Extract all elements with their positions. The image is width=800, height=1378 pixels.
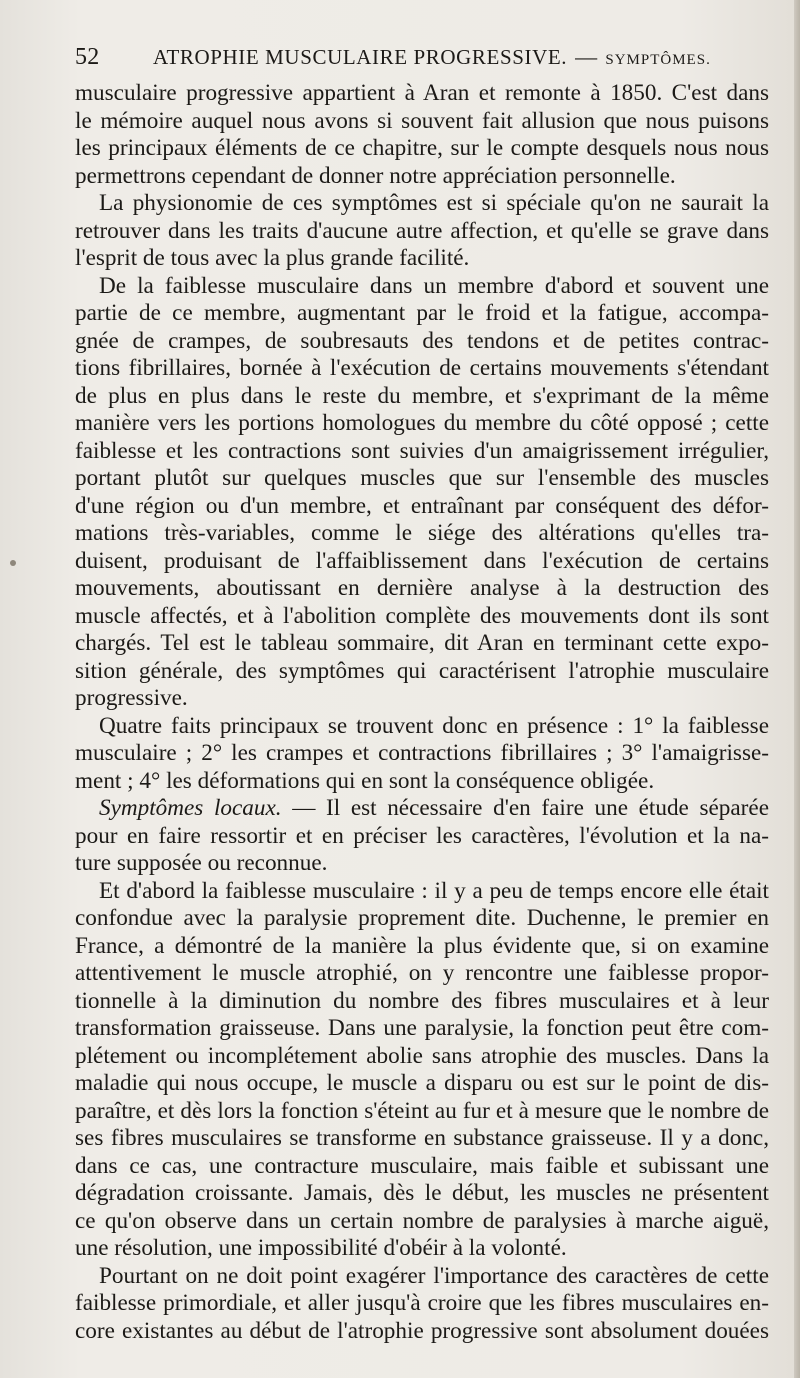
text-line: dégradation croissante. Jamais, dès le début, les muscles ne présentent: [75, 1180, 769, 1206]
text-line: La physionomie de ces symptômes est si spéciale qu'on ne saurait la: [99, 190, 769, 216]
text-line: permettrons cependant de donner notre appréciation personnelle.: [75, 162, 676, 189]
text-line: musculaire progressive appartient à Aran et remonte à 1850. C'est dans: [75, 80, 769, 106]
text-line: mations très-variables, comme le siége des altérations qu'elles tra-: [75, 520, 769, 546]
text-line: attentivement le muscle atrophié, on y rencontre une faiblesse propor-: [75, 960, 769, 986]
text-line: musculaire ; 2° les crampes et contractions fibrillaires ; 3° l'amaigrisse-: [75, 740, 769, 766]
margin-mark: [10, 560, 16, 566]
body-text: [75, 80, 769, 1345]
text-line: retrouver dans les traits d'aucune autre affection, et qu'elle se grave dans: [75, 217, 769, 244]
text-line: ce qu'on observe dans un certain nombre de paralysies à marche aiguë,: [75, 1207, 769, 1234]
running-head: [75, 40, 775, 74]
text-line: dans ce cas, une contracture musculaire, mais faible et subissant une: [75, 1152, 769, 1179]
text-line: ture supposée ou reconnue.: [75, 850, 328, 876]
text-line: Et d'abord la faiblesse musculaire : il y a peu de temps encore elle était: [99, 877, 769, 904]
text-line: les principaux éléments de ce chapitre, sur le compte desquels nous nous: [75, 135, 769, 161]
text-line: progressive.: [75, 685, 188, 711]
text-line: maladie qui nous occupe, le muscle a disparu ou est sur le point de dis-: [75, 1070, 769, 1096]
text-line: duisent, produisant de l'affaiblissement dans l'exécution de certains: [75, 547, 769, 574]
text-line: sition générale, des symptômes qui caractérisent l'atrophie musculaire: [75, 657, 769, 684]
text-line: manière vers les portions homologues du membre du côté opposé ; cette: [75, 410, 769, 436]
text-line: tionnelle à la diminution du nombre des fibres musculaires et à leur: [75, 987, 769, 1014]
text-line: faiblesse et les contractions sont suivies d'un amaigrissement irrégulier,: [75, 437, 769, 464]
text-line: ses fibres musculaires se transforme en substance graisseuse. Il y a donc,: [75, 1125, 769, 1151]
page-number: 52: [75, 44, 100, 70]
running-section: SYMPTÔMES.: [605, 52, 711, 68]
running-dash: —: [575, 44, 598, 69]
page-edge: [794, 0, 800, 1378]
text-line: Pourtant on ne doit point exagérer l'importance des caractères de cette: [99, 1262, 769, 1289]
text-line: mouvements, aboutissant en dernière analyse à la destruction des: [75, 575, 769, 601]
text-line: paraître, et dès lors la fonction s'éteint au fur et à mesure que le nombre de: [75, 1097, 769, 1124]
text-line: core existantes au début de l'atrophie progressive sont absolument douées: [75, 1317, 769, 1344]
text-line: l'esprit de tous avec la plus grande facilité.: [75, 245, 470, 271]
text-line: De la faiblesse musculaire dans un membre d'abord et souvent une: [99, 272, 769, 299]
text-line: une résolution, une impossibilité d'obéir à la volonté.: [75, 1235, 567, 1261]
text-line: France, a démontré de la manière la plus évidente que, si on examine: [75, 932, 769, 959]
text-line: chargés. Tel est le tableau sommaire, dit Aran en terminant cette expo-: [75, 630, 769, 656]
text-line: Symptômes locaux. — Il est nécessaire d'en faire une étude séparée: [99, 795, 769, 821]
running-title: ATROPHIE MUSCULAIRE PROGRESSIVE.: [153, 45, 568, 69]
text-line: confondue avec la paralysie proprement dite. Duchenne, le premier en: [75, 905, 769, 931]
text-line: transformation graisseuse. Dans une paralysie, la fonction peut être com-: [75, 1015, 769, 1041]
section-heading-italic: Symptômes locaux.: [99, 795, 282, 821]
text-line: tions fibrillaires, bornée à l'exécution de certains mouvements s'étendant: [75, 355, 769, 381]
text-line: pour en faire ressortir et en préciser les caractères, l'évolution et la na-: [75, 822, 769, 849]
text-line: Quatre faits principaux se trouvent donc en présence : 1° la faiblesse: [99, 712, 769, 739]
text-line: gnée de crampes, de soubresauts des tendons et de petites contrac-: [75, 327, 769, 354]
text-line: partie de ce membre, augmentant par le froid et la fatigue, accompa-: [75, 300, 769, 326]
text-line: muscle affectés, et à l'abolition complète des mouvements dont ils sont: [75, 602, 769, 629]
text-line: plétement ou incomplétement abolie sans atrophie des muscles. Dans la: [75, 1042, 769, 1069]
text-line: ment ; 4° les déformations qui en sont la conséquence obligée.: [75, 767, 655, 794]
text-line: faiblesse primordiale, et aller jusqu'à croire que les fibres musculaires en-: [75, 1290, 769, 1316]
text-line: portant plutôt sur quelques muscles que sur l'ensemble des muscles: [75, 465, 769, 491]
text-line: le mémoire auquel nous avons si souvent fait allusion que nous puisons: [75, 107, 769, 134]
text-line: de plus en plus dans le reste du membre, et s'exprimant de la même: [75, 382, 769, 409]
text-line: d'une région ou d'un membre, et entraînant par conséquent des défor-: [75, 492, 769, 519]
